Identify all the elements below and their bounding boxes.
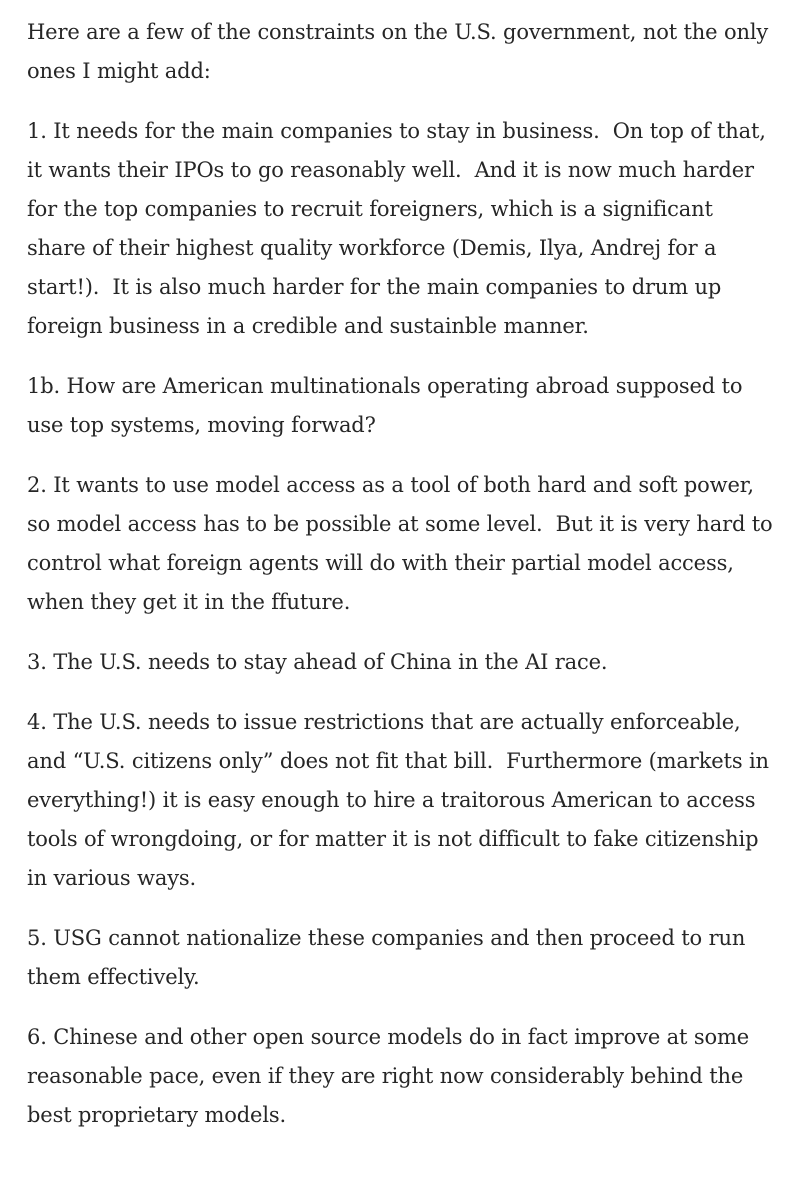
constraint-6-paragraph: 6. Chinese and other open source models do in fact improve at some reasonable pace, even if they are right now considerably behind the best proprietary models. <box>27 1025 756 1127</box>
constraint-1b-paragraph: 1b. How are American multinationals operating abroad supposed to use top systems, moving forwad? <box>27 374 749 437</box>
intro-paragraph: Here are a few of the constraints on the U.S. government, not the only ones I might add: <box>27 20 775 83</box>
constraint-1-paragraph: 1. It needs for the main companies to stay in business. On top of that, it wants their IPOs to go reasonably well. And it is now much harder for the top companies to recruit foreigners, which is a significant share of their highest quality workforce (Demis, Ilya, Andrej for a start!). It is also much harder for the main companies to drum up foreign business in a credible and sustainble manner. <box>27 119 773 338</box>
constraint-3-paragraph: 3. The U.S. needs to stay ahead of China in the AI race. <box>27 650 608 674</box>
constraint-2-paragraph: 2. It wants to use model access as a tool of both hard and soft power, so model access has to be possible at some level. But it is very hard to control what foreign agents will do with their partial model access, when they get it in the ffuture. <box>27 473 780 614</box>
constraint-5-paragraph: 5. USG cannot nationalize these companies and then proceed to run them effectively. <box>27 926 752 989</box>
constraint-4-paragraph: 4. The U.S. needs to issue restrictions that are actually enforceable, and “U.S. citizens only” does not fit that bill. Furthermore (markets in everything!) it is easy enough to hire a traitorous American to access tools of wrongdoing, or for matter it is not difficult to fake citizenship in various ways. <box>27 710 776 890</box>
